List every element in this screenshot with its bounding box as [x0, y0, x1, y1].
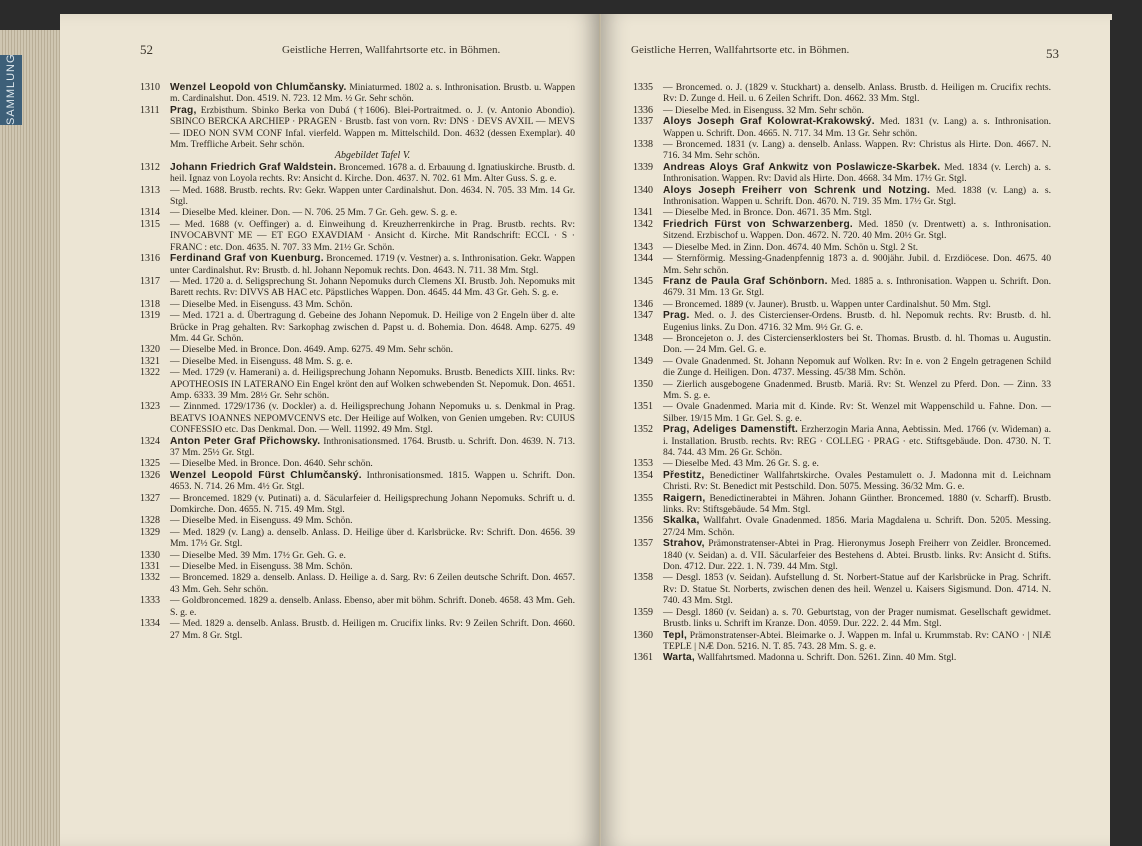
catalog-entry — [140, 515, 575, 526]
entry-text: Med. 1850 (v. Drentwett) a. s. Inthronisation. Sitzend. Erzbischof u. Wappen. Don. 4672. N. 720. 40 Mm. 20½ Gr. Stgl. — [663, 218, 1051, 242]
entry-number: 1353 — [633, 458, 653, 470]
catalog-entry — [633, 493, 1051, 516]
catalog-entry — [140, 550, 575, 561]
entry-number: 1321 — [140, 355, 160, 367]
entry-text: — Med. 1829 (v. Lang) a. denselb. Anlass. D. Heilige über d. Karlsbrücke. Rv: Schrift. Don. 4656. 39 Mm. 17½ Gr. Stgl. — [170, 526, 575, 550]
catalog-entry — [633, 116, 1051, 139]
catalog-entry — [633, 82, 1051, 105]
entry-text: — Med. 1729 (v. Hamerani) a. d. Heiligsprechung Johann Nepomuks. Brustb. Benedicts XIII. links. Rv: APOTHEOSIS IN LATERANO Ein Engel krönt den auf Wolken schwebenden St. Nepomuk. Don. 4651. Amp. 6333. 39 Mm. 28½ Gr. Sehr schön. — [170, 367, 575, 401]
right-header — [601, 44, 1112, 60]
catalog-entry — [140, 207, 575, 218]
entry-text: — Dieselbe Med. kleiner. Don. — N. 706. 25 Mm. 7 Gr. Geh. gew. S. g. e. — [170, 207, 458, 219]
catalog-entry — [633, 162, 1051, 185]
entry-number: 1345 — [633, 275, 653, 287]
entry-number: 1314 — [140, 207, 160, 219]
entry-text: Broncemed. 1678 a. d. Erbauung d. Ignatiuskirche. Brustb. d. heil. Ignaz von Loyola rechts. Rv: Ansicht d. Kirche. Don. 4637. N. 702. 61 Mm. Alter Guss. S. g. e. — [170, 161, 576, 185]
entry-text: — Sternförmig. Messing-Gnadenpfennig 1873 a. d. 900jähr. Jubil. d. Erzdiöcese. Don. 4675. 40 Mm. Sehr schön. — [663, 253, 1051, 276]
entry-text: — Med. 1829 a. denselb. Anlass. Brustb. d. Heiligen m. Crucifix links. Rv: 9 Zeilen Schrift. Don. 4660. 27 Mm. 8 Gr. Stgl. — [170, 618, 575, 641]
entry-number: 1313 — [140, 184, 160, 196]
entry-name: Strahov, — [663, 538, 705, 550]
catalog-entry — [633, 538, 1051, 572]
entry-text: — Desgl. 1853 (v. Seidan). Aufstellung d. St. Norbert-Statue auf der Karlsbrücke in Prag. Schrift. Rv: D. Statue St. Norberts, zwischen denen des heil. Wenzel u. Kaisers Sigismund. Don. 4714. N. 740. 43 Mm. Stgl. — [663, 572, 1051, 607]
entry-text: — Dieselbe Med. 39 Mm. 17½ Gr. Geh. G. e. — [170, 549, 346, 561]
entry-text: Med. o. J. des Cistercienser-Ordens. Brustb. d. hl. Nepomuk rechts. Rv: Brustb. d. hl. Eugenius links. Zu Don. 4716. 32 Mm. 9½ Gr. G. e. — [663, 310, 1051, 333]
catalog-entry — [633, 630, 1051, 653]
entry-name: Prag. — [663, 310, 690, 322]
entry-name: Skalka, — [663, 515, 700, 527]
left-entry-list — [140, 82, 575, 641]
catalog-entry — [140, 356, 575, 367]
right-page — [600, 14, 1112, 846]
entry-number: 1344 — [633, 253, 653, 265]
entry-text: — Dieselbe Med. in Bronce. Don. 4640. Sehr schön. — [170, 458, 373, 470]
catalog-entry — [140, 219, 575, 253]
entry-text: Miniaturmed. 1802 a. s. Inthronisation. Brustb. u. Wappen m. Cardinalshut. Don. 4519. N. 723. 12 Mm. ½ Gr. Sehr schön. — [170, 82, 575, 105]
entry-text: Benedictinerabtei in Mähren. Johann Günther. Broncemed. 1880 (v. Scharff). Brustb. links. Rv: Stiftsgebäude. 54 Mm. Stgl. — [663, 492, 1051, 516]
catalog-entry — [633, 470, 1051, 493]
catalog-entry — [633, 333, 1051, 356]
entry-text: Wallfahrtsmed. Madonna u. Schrift. Don. 5261. Zinn. 40 Mm. Stgl. — [697, 652, 957, 664]
catalog-entry — [633, 458, 1051, 469]
entry-text: Broncemed. 1719 (v. Vestner) a. s. Inthronisation. Gekr. Wappen unter Cardinalshut. Rv: Brustb. d. hl. Johann Nepomuk rechts. Don. 4643. N. 711. 38 Mm. Stgl. — [170, 253, 575, 276]
catalog-entry — [633, 253, 1051, 276]
catalog-entry — [633, 607, 1051, 630]
entry-number: 1320 — [140, 344, 160, 356]
entry-number: 1331 — [140, 561, 160, 573]
entry-text: — Broncemed. 1829 a. denselb. Anlass. D. Heilige a. d. Sarg. Rv: 6 Zeilen deutsche Schrift. Don. 4657. 43 Mm. Geh. Sehr schön. — [170, 572, 575, 595]
catalog-entry — [140, 458, 575, 469]
catalog-entry — [140, 367, 575, 401]
entry-number: 1338 — [633, 139, 653, 151]
entry-number: 1361 — [633, 652, 653, 664]
running-header: Geistliche Herren, Wallfahrtsorte etc. in Böhmen. — [282, 44, 501, 56]
catalog-entry — [633, 276, 1051, 299]
entry-number: 1316 — [140, 253, 160, 265]
entry-number: 1323 — [140, 401, 160, 413]
entry-name: Friedrich Fürst von Schwarzenberg. — [663, 218, 853, 230]
entry-number: 1355 — [633, 492, 653, 504]
entry-number: 1310 — [140, 82, 160, 93]
entry-number: 1317 — [140, 275, 160, 287]
entry-name: Přestitz, — [663, 469, 705, 481]
entry-number: 1354 — [633, 469, 653, 481]
entry-text: — Dieselbe Med. in Eisenguss. 38 Mm. Schön. — [170, 561, 353, 573]
right-entry-list — [633, 82, 1051, 664]
catalog-entry — [140, 527, 575, 550]
entry-text: Prämonstratenser-Abtei in Prag. Hieronymus Joseph Freiherr von Zeidler. Broncemed. 1840 (v. Seidan) a. d. VII. Säcularfeier des Bestehens d. Abtei. Brustb. links. Rv: Ansicht d. Stifts. Don. 4712. Dur. 222. 1. N. 739. 44 Mm. Stgl. — [663, 538, 1051, 573]
catalog-entry — [140, 344, 575, 355]
entry-text: — Ovale Gnadenmed. St. Johann Nepomuk auf Wolken. Rv: In e. von 2 Engeln getragenen Schild die Zunge d. Heiligen. Don. 4737. Messing. 45/38 Mm. Schön. — [663, 355, 1051, 379]
entry-number: 1333 — [140, 595, 160, 607]
catalog-entry — [633, 652, 1051, 663]
catalog-entry — [140, 595, 575, 618]
entry-text: — Desgl. 1860 (v. Seidan) a. s. 70. Geburtstag, von der Prager numismat. Gesellschaft gewidmet. Brustb. links u. Schrift im Kranze. Don. 4059. Dur. 222. 2. 44 Mm. Stgl. — [663, 606, 1051, 630]
catalog-entry — [140, 572, 575, 595]
entry-text: — Goldbroncemed. 1829 a. denselb. Anlass. Ebenso, aber mit böhm. Schrift. Doneb. 4658. 43 Mm. Geh. S. g. e. — [170, 595, 575, 618]
entry-name: Prag, — [170, 104, 197, 116]
entry-text: — Broncejeton o. J. des Cistercienserklosters bei St. Thomas. Brustb. d. hl. Thomas u. Augustin. Don. — 24 Mm. Gel. G. e. — [663, 332, 1051, 356]
catalog-entry — [140, 185, 575, 208]
catalog-entry — [633, 379, 1051, 402]
catalog-entry — [140, 276, 575, 299]
entry-number: 1341 — [633, 207, 653, 219]
entry-number: 1357 — [633, 538, 653, 550]
catalog-entry — [140, 561, 575, 572]
entry-number: 1343 — [633, 241, 653, 253]
entry-name: Ferdinand Graf von Kuenburg. — [170, 253, 324, 265]
entry-text: — Dieselbe Med. in Eisenguss. 32 Mm. Sehr schön. — [663, 104, 864, 116]
catalog-entry — [140, 436, 575, 459]
entry-number: 1319 — [140, 310, 160, 322]
entry-text: — Med. 1688 (v. Oeffinger) a. d. Einweihung d. Kreuzherrenkirche in Prag. Brustb. rechts. Rv: INVOCABVNT ME — ET EGO EXAVDIAM · Ansicht d. Kirche. Mit Randschrift: ECCL · S · FRANC : etc. Don. 4635. N. 707. 33 Mm. 21½ Gr. Schön. — [170, 218, 575, 253]
entry-text: — Broncemed. 1829 (v. Putinati) a. d. Säcularfeier d. Heiligsprechung Johann Nepomuks. Schrift u. d. Domkirche. Don. 4655. N. 715. 49 Mm. Stgl. — [170, 492, 575, 516]
page-number: 53 — [1046, 46, 1059, 61]
entry-name: Anton Peter Graf Přichowsky. — [170, 435, 321, 447]
entry-name: Johann Friedrich Graf Waldstein. — [170, 161, 337, 173]
entry-name: Raigern, — [663, 492, 706, 504]
catalog-tab: SAMMLUNG — [0, 55, 22, 125]
entry-text: — Zinnmed. 1729/1736 (v. Dockler) a. d. Heiligsprechung Johann Nepomuks u. s. Denkmal in Prag. BEATVS IOANNES NEPOMVCENVS etc. Der Heilige auf Wolken, von Genien umgeben. Rv: CUIUS CONFESSIO etc. Das Denkmal. Don. — Well. 11992. 49 Mm. Stgl. — [170, 401, 575, 436]
entry-number: 1350 — [633, 378, 653, 390]
entry-number: 1324 — [140, 435, 160, 447]
catalog-entry — [140, 105, 575, 162]
entry-text: — Dieselbe Med. in Eisenguss. 49 Mm. Schön. — [170, 515, 353, 527]
running-header: Geistliche Herren, Wallfahrtsorte etc. in Böhmen. — [631, 44, 850, 56]
catalog-entry — [633, 299, 1051, 310]
entry-text: Med. 1834 (v. Lerch) a. s. Inthronisation. Wappen. Rv: David als Hirte. Don. 4668. 34 Mm. 17½ Gr. Stgl. — [663, 161, 1051, 185]
entry-text: — Med. 1721 a. d. Übertragung d. Gebeine des Johann Nepomuk. D. Heilige von 2 Engeln über d. alte Brücke in Prag gehalten. Rv: Sarkophag zwischen d. Papst u. d. Bohemia. Don. 4648. Amp. 6275. 49 Mm. 44 Gr. Schön. — [170, 310, 575, 344]
catalog-entry — [140, 401, 575, 435]
entry-number: 1334 — [140, 618, 160, 630]
entry-number: 1359 — [633, 606, 653, 618]
catalog-entry — [140, 618, 575, 641]
catalog-entry — [633, 139, 1051, 162]
catalog-entry — [633, 424, 1051, 458]
catalog-entry — [633, 105, 1051, 116]
catalog-entry — [140, 299, 575, 310]
entry-name: Prag, Adeliges Damenstift. — [663, 424, 799, 436]
entry-number: 1352 — [633, 424, 653, 436]
catalog-entry — [140, 470, 575, 493]
entry-number: 1360 — [633, 629, 653, 641]
entry-text: Erzbisthum. Sbinko Berka von Dubá (†1606). Blei-Portraitmed. o. J. (v. Antonio Abondio). SBINCO BERCKA ARCHIEP · PRAGEN · Brustb. fast von vorn. Rv: DNS · DEVS AVXIL — MEVS — IDEO NON SVM CONF Infal. vierfeld. Wappen m. Mittelschild. Don. 4632 (dessen Exemplar). 40 Mm. Treffliche Arbeit. Sehr schön. — [170, 104, 575, 151]
entry-number: 1336 — [633, 104, 653, 116]
entry-text: — Dieselbe Med. in Eisenguss. 48 Mm. S. g. e. — [170, 355, 353, 367]
entry-text: — Med. 1688. Brustb. rechts. Rv: Gekr. Wappen unter Cardinalshut. Don. 4634. N. 705. 33 Mm. 14 Gr. Stgl. — [170, 184, 575, 208]
left-page — [60, 14, 600, 846]
entry-number: 1325 — [140, 458, 160, 470]
entry-number: 1329 — [140, 526, 160, 538]
entry-number: 1339 — [633, 161, 653, 173]
entry-number: 1356 — [633, 515, 653, 527]
entry-text: — Dieselbe Med. 43 Mm. 26 Gr. S. g. e. — [663, 458, 819, 470]
entry-text: Erzherzogin Maria Anna, Aebtissin. Med. 1766 (v. Wideman) a. i. Installation. Brustb. rechts. Rv: REG · COLLEG · PRAG · etc. Stiftsgebäude. Don. 4730. N. T. 84. 744. 43 Mm. 26 Gr. Schön. — [663, 424, 1051, 458]
catalog-entry — [633, 219, 1051, 242]
entry-number: 1349 — [633, 355, 653, 367]
entry-text: — Broncemed. 1831 (v. Lang) a. denselb. Anlass. Wappen. Rv: Christus als Hirte. Don. 4667. N. 716. 34 Mm. Sehr schön. — [663, 139, 1051, 162]
background-edge — [1110, 20, 1142, 846]
entry-note: Abgebildet Tafel V. — [334, 150, 411, 162]
entry-text: Med. 1838 (v. Lang) a. s. Inthronisation. Wappen u. Schrift. Don. 4670. N. 719. 35 Mm. 17½ Gr. Stgl. — [663, 184, 1051, 208]
entry-text: Inthronisationsmed. 1764. Brustb. u. Schrift. Don. 4639. N. 713. 37 Mm. 25½ Gr. Stgl. — [170, 435, 576, 458]
catalog-entry — [140, 82, 575, 105]
entry-text: Med. 1831 (v. Lang) a. s. Inthronisation. Wappen u. Schrift. Don. 4665. N. 717. 34 Mm. 13 Gr. Sehr schön. — [663, 116, 1051, 139]
entry-number: 1322 — [140, 367, 160, 379]
entry-name: Franz de Paula Graf Schönborn. — [663, 275, 828, 287]
entry-text: Inthronisationsmed. 1815. Wappen u. Schrift. Don. 4653. N. 714. 26 Mm. 4½ Gr. Stgl. — [170, 469, 575, 493]
entry-text: — Dieselbe Med. in Eisenguss. 43 Mm. Schön. — [170, 298, 353, 310]
entry-name: Aloys Joseph Freiherr von Schrenk und Notzing. — [663, 184, 931, 196]
entry-number: 1358 — [633, 572, 653, 584]
entry-text: — Dieselbe Med. in Bronce. Don. 4649. Amp. 6275. 49 Mm. Sehr schön. — [170, 344, 453, 356]
entry-text: Wallfahrt. Ovale Gnadenmed. 1856. Maria Magdalena u. Schrift. Don. 5205. Messing. 27/24 Mm. Schön. — [663, 515, 1052, 538]
entry-text: — Dieselbe Med. in Zinn. Don. 4674. 40 Mm. Schön u. Stgl. 2 St. — [663, 241, 919, 253]
entry-text: — Ovale Gnadenmed. Maria mit d. Kinde. Rv: St. Wenzel mit Wappenschild u. Fahne. Don. — Silber. 19/15 Mm. 1 Gr. Gel. S. g. e. — [663, 401, 1051, 424]
catalog-entry — [140, 493, 575, 516]
entry-number: 1342 — [633, 218, 653, 230]
entry-number: 1348 — [633, 332, 653, 344]
entry-number: 1312 — [140, 161, 160, 173]
entry-text: Prämonstratenser-Abtei. Bleimarke o. J. Wappen m. Infal u. Krummstab. Rv: CANO · | NIÆ TEPLE | NÆ Don. 5216. N. T. 85. 743. 28 Mm. S. g. e. — [663, 629, 1051, 652]
entry-number: 1330 — [140, 549, 160, 561]
entry-number: 1337 — [633, 116, 653, 128]
entry-name: Aloys Joseph Graf Kolowrat-Krakowský. — [663, 116, 875, 128]
catalog-entry — [633, 572, 1051, 606]
entry-text: Benedictiner Wallfahrtskirche. Ovales Pestamulett o. J. Madonna mit d. Leichnam Christi. Rv: St. Benedict mit Pestschild. Don. 5075. Messing. 36/32 Mm. G. e. — [663, 469, 1051, 493]
catalog-entry — [633, 356, 1051, 379]
entry-number: 1311 — [140, 104, 160, 116]
entry-name: Wenzel Leopold von Chlumčansky. — [170, 82, 347, 93]
entry-number: 1315 — [140, 218, 160, 230]
entry-number: 1351 — [633, 401, 653, 413]
entry-number: 1346 — [633, 298, 653, 310]
catalog-entry — [140, 253, 575, 276]
entry-number: 1328 — [140, 515, 160, 527]
entry-name: Tepl, — [663, 629, 688, 641]
entry-text: — Dieselbe Med. in Bronce. Don. 4671. 35 Mm. Stgl. — [663, 207, 872, 219]
entry-text: — Broncemed. 1889 (v. Jauner). Brustb. u. Wappen unter Cardinalshut. 50 Mm. Stgl. — [663, 298, 991, 310]
entry-number: 1327 — [140, 492, 160, 504]
entry-text: Med. 1885 a. s. Inthronisation. Wappen u. Schrift. Don. 4679. 31 Mm. 13 Gr. Stgl. — [663, 275, 1051, 299]
entry-name: Wenzel Leopold Fürst Chlumčanský. — [170, 469, 362, 481]
page-number: 52 — [140, 42, 153, 57]
entry-number: 1318 — [140, 298, 160, 310]
catalog-entry — [140, 310, 575, 344]
entry-name: Andreas Aloys Graf Ankwitz von Poslawicze-Skarbek. — [663, 161, 941, 173]
catalog-entry — [140, 162, 575, 185]
entry-text: — Med. 1720 a. d. Seligsprechung St. Johann Nepomuks durch Clemens XI. Brustb. Joh. Nepomuks mit Barett rechts. Rv: DIVVS AB HAC etc. Päpstliches Wappen. Don. 4645. 44 Mm. 43 Gr. Geh. S. g. e. — [170, 275, 575, 299]
entry-text: — Zierlich ausgebogene Gnadenmed. Brustb. Mariä. Rv: St. Wenzel zu Pferd. Don. — Zinn. 33 Mm. S. g. e. — [663, 378, 1051, 401]
entry-name: Warta, — [663, 652, 695, 664]
catalog-entry — [633, 310, 1051, 333]
catalog-entry — [633, 515, 1051, 538]
catalog-entry — [633, 242, 1051, 253]
catalog-entry — [633, 185, 1051, 208]
entry-number: 1326 — [140, 469, 160, 481]
entry-text: — Broncemed. o. J. (1829 v. Stuckhart) a. denselb. Anlass. Brustb. d. Heiligen m. Crucifix rechts. Rv: D. Zunge d. Heil. u. 6 Zeilen Schrift. Don. 4662. 33 Mm. Stgl. — [663, 82, 1051, 105]
catalog-entry — [633, 207, 1051, 218]
entry-number: 1332 — [140, 572, 160, 584]
entry-number: 1347 — [633, 310, 653, 322]
entry-number: 1340 — [633, 184, 653, 196]
left-header — [60, 44, 599, 60]
catalog-entry — [633, 401, 1051, 424]
entry-number: 1335 — [633, 82, 653, 93]
